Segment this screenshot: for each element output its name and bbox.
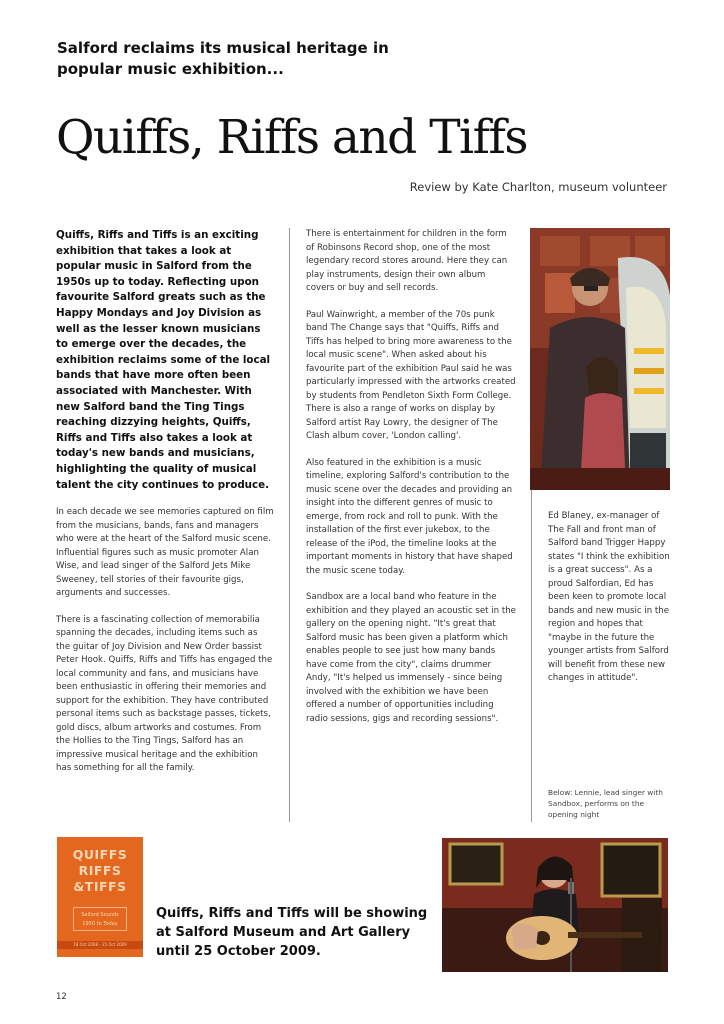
article-headline: Quiffs, Riffs and Tiffs (56, 110, 528, 165)
column-2-paragraph-2: Paul Wainwright, a member of the 70s punk band The Change says that "Quiffs, Riffs and Tiffs has helped to bring more awareness to the local music scene". When asked about his favourite part of the exhibition Paul said he was particularly impressed with the artworks created by students from Pendleton Sixth Form College. There is also a range of works on display by Salford artist Ray Lowry, the designer of The Clash album cover, 'London calling'. (306, 309, 516, 441)
poster-subtitle-box (73, 907, 127, 931)
page-number: 12 (56, 992, 67, 1002)
poster-title-line: RIFFS (78, 863, 122, 878)
poster-subtitle-line: Salford Sounds (81, 912, 119, 918)
poster-dates: 18 Oct 2008 - 25 Oct 2009 (57, 941, 143, 949)
column-1-paragraph-1: In each decade we see memories captured on film from the musicians, bands, fans and managers who were at the heart of the Salford music scene. Influential figures such as music promoter Alan Wise, and lead singer of the Salford Jets Mike Sweeney, tell stories of their favourite gigs, arguments and successes. (56, 507, 274, 599)
byline: Review by Kate Charlton, museum volunteer (409, 180, 667, 194)
poster-title-line: &TIFFS (73, 879, 127, 894)
poster-title-line: QUIFFS (72, 847, 128, 862)
poster-title (57, 847, 143, 895)
column-divider-1 (289, 228, 290, 822)
column-3 (548, 510, 670, 699)
column-1-paragraph-2: There is a fascinating collection of memorabilia spanning the decades, including items such as the guitar of Joy Division and New Order bassist Peter Hook. Quiffs, Riffs and Tiffs has engaged the local community and fans, and musicians have been enthusiastic in offering their memories and support for the exhibition. They have contributed personal items such as backstage passes, tickets, gold discs, album artworks and costumes. From the Hollies to the Ting Tings, Salford has an impressive musical heritage and the exhibition has something for all the family. (56, 614, 273, 774)
photo-caption: Below: Lennie, lead singer with Sandbox, performs on the opening night (548, 788, 663, 819)
column-2-paragraph-3: Also featured in the exhibition is a music timeline, exploring Salford's contribution to the music scene over the decades and providing an insight into the different genres of music to emerge, from rock and roll to punk. With the installation of the first ever jukebox, to the release of the iPod, the timeline looks at the important moments in history that have shaped the music scene today. (306, 457, 513, 576)
column-1 (56, 228, 274, 789)
performer-photo-illustration (442, 838, 668, 972)
jukebox-photo-illustration (530, 228, 670, 490)
exhibition-poster (57, 837, 143, 957)
jukebox-photo (530, 228, 670, 490)
closing-statement: Quiffs, Riffs and Tiffs will be showing at Salford Museum and Art Gallery until 25 October 2009. (156, 906, 428, 959)
lead-paragraph: Quiffs, Riffs and Tiffs is an exciting exhibition that takes a look at popular music in Salford from the 1950s up to today. Reflecting upon favourite Salford greats such as the Happy Mondays and Joy Division as well as the lesser known musicians to emerge over the decades, the exhibition reclaims some of the local bands that have more often been associated with Manchester. With new Salford band the Ting Tings reaching dizzying heights, Quiffs, Riffs and Tiffs also takes a look at today's new bands and musicians, highlighting the quality of musical talent the city continues to produce. (56, 229, 271, 491)
column-2 (306, 228, 516, 739)
poster-subtitle-line: 1950 to Today (82, 921, 118, 927)
kicker-headline: Salford reclaims its musical heritage in popular music exhibition... (57, 39, 389, 78)
performer-photo (442, 838, 668, 972)
column-2-paragraph-4: Sandbox are a local band who feature in the exhibition and they played an acoustic set in the gallery on the opening night. "It's great that Salford music has been given a platform which enables people to see just how many bands have come from the city", claims drummer Andy, "It's helped us immensely - since being involved with the exhibition we have been offered a number of opportunities including radio sessions, gigs and recording sessions". (306, 592, 516, 724)
column-2-paragraph-1: There is entertainment for children in the form of Robinsons Record shop, one of the most legendary record stores around. Here they can play instruments, design their own album covers or buy and sell records. (306, 229, 508, 293)
column-3-paragraph-1: Ed Blaney, ex-manager of The Fall and front man of Salford band Trigger Happy states "I think the exhibition is a great success". As a proud Salfordian, Ed has been keen to promote local bands and new music in the region and hopes that "maybe in the future the younger artists from Salford will benefit from these new changes in attitude". (548, 511, 670, 683)
